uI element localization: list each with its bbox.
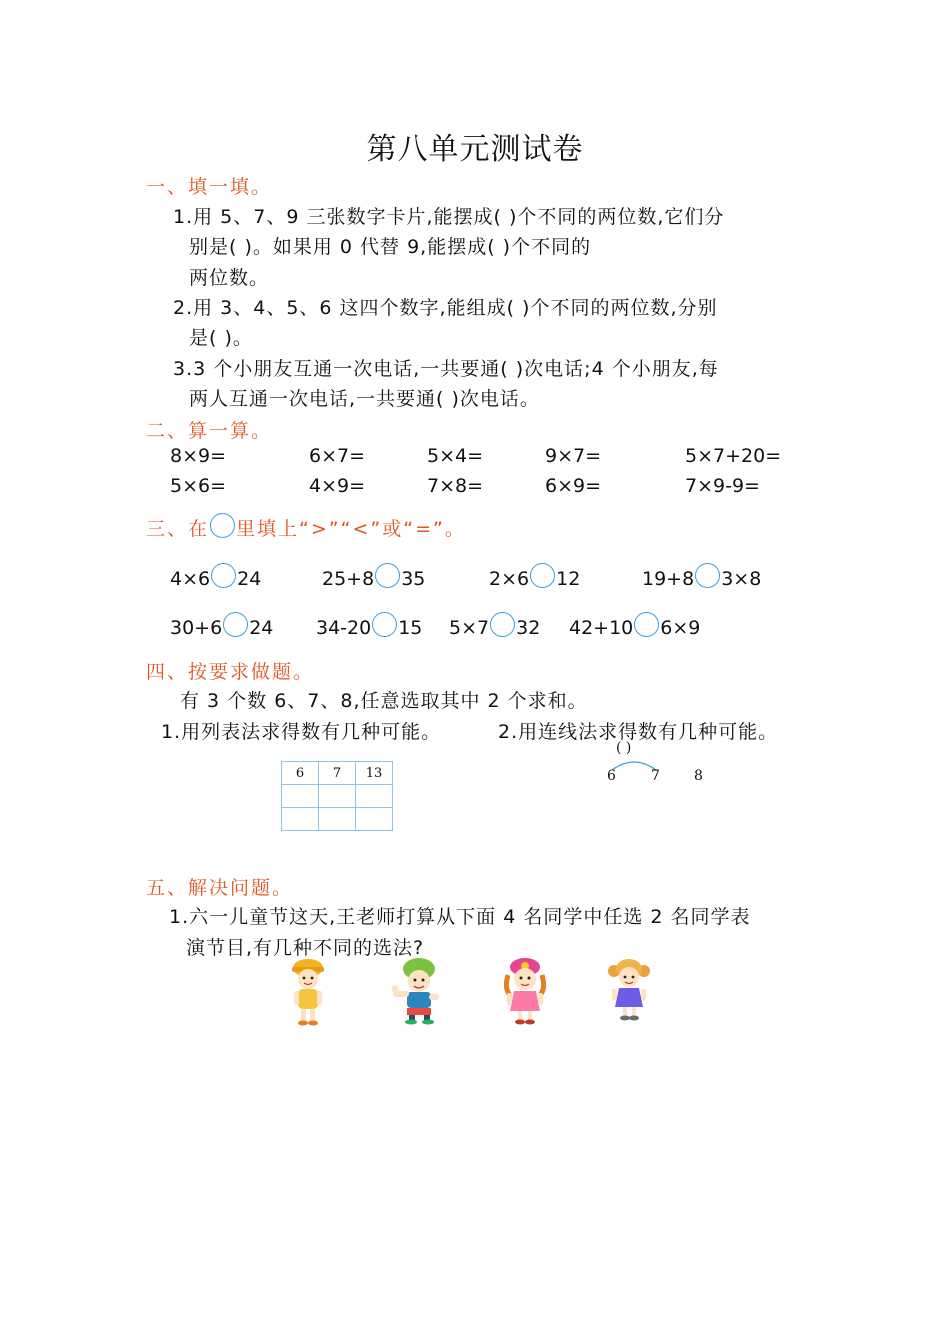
table-header-cell: 13 [356,762,393,785]
q3-line1: 3.3 个小朋友互通一次电话,一共要通( )次电话;4 个小朋友,每 [173,358,719,380]
q1-line2: 别是( )。如果用 0 代替 9,能摆成( )个不同的 [189,236,592,258]
section1-heading: 一、填一填。 [146,176,273,198]
q2-line1: 2.用 3、4、5、6 这四个数字,能组成( )个不同的两位数,分别 [173,297,718,319]
calc-item: 9×7= [545,445,602,467]
table-cell[interactable] [282,785,319,808]
compare-item [449,615,540,640]
child-yellow-hat-icon [286,955,330,1027]
table-cell[interactable] [319,808,356,831]
compare-circle[interactable] [634,612,659,637]
sum-table [281,761,393,831]
calc-item: 7×8= [427,475,484,497]
child-pink-hat-icon [500,955,550,1027]
compare-circle[interactable] [375,563,400,588]
table-cell[interactable] [319,785,356,808]
compare-circle[interactable] [372,612,397,637]
table-header-cell: 7 [319,762,356,785]
compare-right: 6×9 [660,616,701,639]
compare-item [322,566,425,591]
section5-heading: 五、解决问题。 [146,877,294,899]
diagram-number: 6 [607,768,616,784]
table-cell[interactable] [282,808,319,831]
compare-item [489,566,580,591]
compare-left: 2×6 [489,567,530,590]
compare-item [316,615,422,640]
calc-item: 6×7= [309,445,366,467]
section4-q2: 2.用连线法求得数有几种可能。 [498,721,779,743]
compare-left: 34-20 [316,616,372,639]
compare-left: 25+8 [322,567,375,590]
calc-item: 5×7+20= [685,445,782,467]
section3-heading-pre: 三、在 [146,518,210,540]
section4-heading: 四、按要求做题。 [146,661,315,683]
compare-left: 4×6 [170,567,211,590]
diagram-number: 7 [651,768,660,784]
section5-q1-line1: 1.六一儿童节这天,王老师打算从下面 4 名同学中任选 2 名同学表 [169,906,751,928]
table-header-cell: 6 [282,762,319,785]
table-cell[interactable] [356,785,393,808]
table-cell[interactable] [356,808,393,831]
diagram-number: 8 [694,768,703,784]
compare-right: 15 [398,616,423,639]
compare-item [170,566,261,591]
section3-heading [146,514,466,542]
compare-item [569,615,700,640]
section3-heading-post: 里填上“>”“<”或“=”。 [236,518,466,540]
q3-line2: 两人互通一次电话,一共要通( )次电话。 [189,388,540,410]
compare-right: 35 [401,567,426,590]
compare-right: 24 [249,616,274,639]
compare-left: 30+6 [170,616,223,639]
compare-item [642,566,761,591]
q2-line2: 是( )。 [189,327,253,349]
circle-blank-icon [210,513,235,538]
section4-intro: 有 3 个数 6、7、8,任意选取其中 2 个求和。 [180,690,588,712]
calc-item: 5×4= [427,445,484,467]
section5-q1-line2: 演节目,有几种不同的选法? [186,937,425,959]
section4-q1: 1.用列表法求得数有几种可能。 [161,721,442,743]
calc-item: 5×6= [170,475,227,497]
compare-circle[interactable] [223,612,248,637]
compare-right: 24 [237,567,262,590]
child-pigtails-icon [606,955,652,1023]
compare-left: 19+8 [642,567,695,590]
child-green-hat-icon [389,957,447,1025]
compare-circle[interactable] [490,612,515,637]
calc-item: 4×9= [309,475,366,497]
calc-item: 6×9= [545,475,602,497]
compare-right: 12 [556,567,581,590]
calc-item: 8×9= [170,445,227,467]
compare-right: 32 [516,616,541,639]
compare-left: 5×7 [449,616,490,639]
compare-circle[interactable] [695,563,720,588]
diagram-blank: ( ) [616,740,632,756]
q1-line3: 两位数。 [189,267,270,289]
q1-line1: 1.用 5、7、9 三张数字卡片,能摆成( )个不同的两位数,它们分 [173,206,725,228]
compare-circle[interactable] [530,563,555,588]
compare-right: 3×8 [721,567,762,590]
compare-item [170,615,273,640]
section2-heading: 二、算一算。 [146,420,273,442]
compare-left: 42+10 [569,616,634,639]
calc-item: 7×9-9= [685,475,760,497]
page-title: 第八单元测试卷 [366,132,584,167]
compare-circle[interactable] [211,563,236,588]
